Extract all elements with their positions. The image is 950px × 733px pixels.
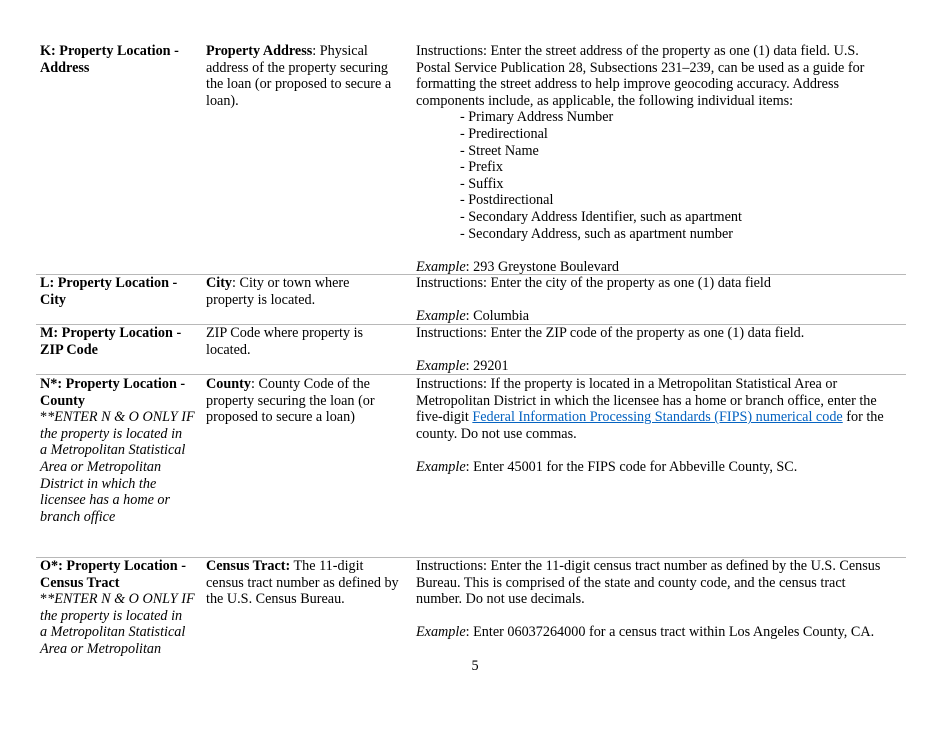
list-item: - Primary Address Number [460, 109, 614, 126]
field-instructions: Instructions: If the property is located in a Metropolitan Statistical Area or Metropolitan District in which the licensee has a home or branch office, enter the five-digit Federal Information Processing Standards (FIPS) numerical code for the county. Do not use commas. Example: Enter 45001 for the FIPS code for Abbeville County, SC. [416, 376, 906, 476]
field-name: M: Property Location - ZIP Code [40, 325, 182, 358]
field-description: City: City or town where property is located. [206, 275, 350, 308]
field-description: Census Tract: The 11-digit census tract number as defined by the U.S. Census Bureau. [206, 558, 399, 608]
field-description: County: County Code of the property securing the loan (or proposed to secure a loan) [206, 376, 375, 426]
list-item: - Secondary Address Identifier, such as apartment [460, 208, 742, 225]
fips-code-link[interactable]: Federal Information Processing Standards (FIPS) numerical code [472, 409, 843, 426]
field-term: Property Address [206, 43, 313, 59]
row-divider [36, 374, 906, 375]
example-text: Example: 293 Greystone Boulevard [416, 258, 619, 275]
list-item: - Prefix [460, 159, 503, 176]
list-item: - Predirectional [460, 125, 548, 142]
example-text: Example: Enter 45001 for the FIPS code for Abbeville County, SC. [416, 458, 798, 475]
field-instructions: Instructions: Enter the street address of the property as one (1) data field. U.S. Postal Service Publication 28, Subsections 231–239, can be used as a guide for formatting the street address to help improve geocoding accuracy. Address components include, as applicable, the following individual items: - Primary Address Number - Predirectional - Street Name - Prefix - Suffix - Postdirectional - Secondary Address Identifier, such as apartment - Secondary Address, such as apartment number Example: 293 Greystone Boulevard [416, 43, 906, 275]
field-name: O*: Property Location - Census Tract **ENTER N & O ONLY IF the property is located in a Metropolitan Statistical Area or Metropolitan [40, 558, 200, 658]
field-term: City [206, 275, 233, 291]
field-instructions: Instructions: Enter the city of the property as one (1) data field Example: Columbia [416, 275, 906, 325]
field-description: ZIP Code where property is located. [206, 325, 364, 358]
list-item: - Street Name [460, 142, 539, 159]
example-text: Example: 29201 [416, 358, 509, 375]
field-instructions: Instructions: Enter the ZIP code of the property as one (1) data field. Example: 29201 [416, 325, 906, 375]
field-note: **ENTER N & O ONLY IF [40, 591, 195, 608]
field-instructions: Instructions: Enter the 11-digit census tract number as defined by the U.S. Census Bureau. This is comprised of the state and county code, and the census tract number. Do not use decimals. Example: Enter 06037264000 for a census tract within Los Angeles County, CA. [416, 558, 906, 641]
field-description: Property Address: Physical address of the property securing the loan (or proposed to secure a loan). [206, 43, 392, 109]
page-number: 5 [471, 658, 479, 674]
list-item: - Postdirectional [460, 192, 554, 209]
example-text: Example: Enter 06037264000 for a census tract within Los Angeles County, CA. [416, 624, 875, 641]
field-note: **ENTER N & O ONLY IF [40, 409, 195, 426]
field-term: Census Tract: [206, 558, 291, 574]
list-item: - Suffix [460, 175, 504, 192]
list-item: - Secondary Address, such as apartment number [460, 225, 734, 242]
field-name: K: Property Location - Address [40, 43, 179, 76]
example-text: Example: Columbia [416, 308, 530, 325]
field-name: L: Property Location - City [40, 275, 178, 308]
field-term: County [206, 376, 251, 392]
field-name: N*: Property Location - County **ENTER N & O ONLY IF the property is located in a Metropolitan Statistical Area or Metropolitan District in which the licensee has a home or branch office [40, 376, 200, 525]
